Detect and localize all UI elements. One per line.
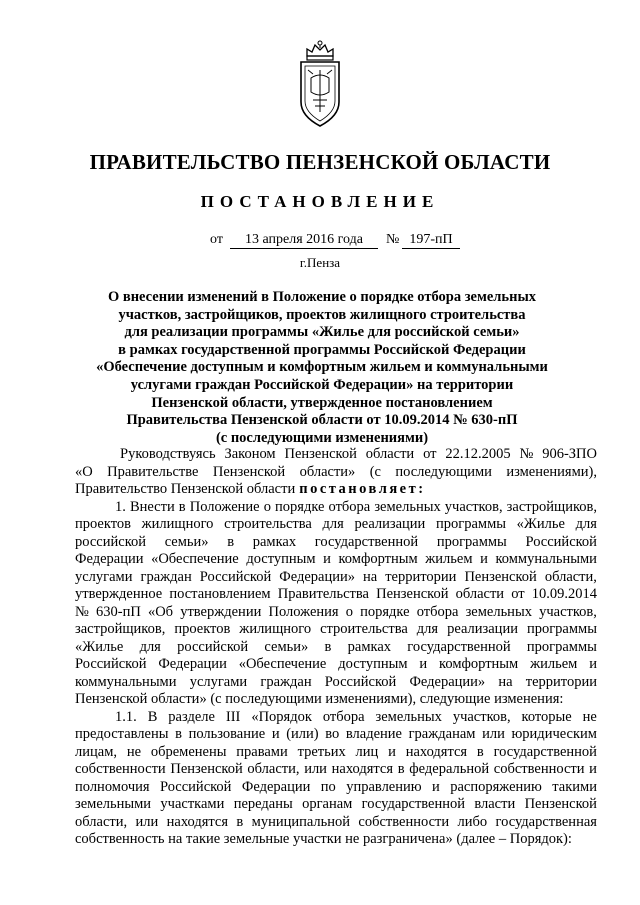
body-line: Федерации «Обеспечение доступным и комфортным жильем и коммунальными <box>75 551 597 567</box>
body-line: 1.1. В разделе III «Порядок отбора земельных участков, которые не <box>115 708 597 725</box>
body-line: 1. Внести в Положение о порядке отбора земельных участков, застройщиков, <box>115 498 597 515</box>
number-prefix: № <box>386 232 400 247</box>
body-line: «О Правительстве Пензенской области» (с последующими изменениями), <box>75 463 597 480</box>
issuing-authority: ПРАВИТЕЛЬСТВО ПЕНЗЕНСКОЙ ОБЛАСТИ <box>89 150 551 174</box>
document-subject <box>95 289 549 447</box>
date-prefix: от <box>210 232 223 247</box>
body-line: № 630-пП «Об утверждении Положения о порядке отбора земельных участков, <box>75 603 597 620</box>
coat-of-arms-emblem <box>293 40 347 128</box>
body-line: застройщиков, проектов жилищного строительства для реализации программы <box>75 621 597 637</box>
subject-line: (с последующими изменениями) <box>215 429 429 446</box>
body-line: утвержденное постановлением Правительства Пензенской области от 10.09.2014 <box>75 586 597 602</box>
city: г.Пенза <box>299 255 341 270</box>
body-line: полномочия Российской Федерации по управлению и распоряжению такими <box>75 778 597 795</box>
body-line: услугами граждан Российской Федерации» на территории Пензенской области, <box>75 568 597 585</box>
subject-line: Правительства Пензенской области от 10.09.2014 № 630-пП <box>126 412 518 429</box>
body-line: предоставлены в пользование и (или) во владение гражданам или юридическим <box>75 726 597 742</box>
decree-word: постановляет: <box>299 481 426 497</box>
body-line: Российской Федерации «Обеспечение доступным и комфортным жильем и <box>75 656 597 672</box>
body-line: Руководствуясь Законом Пензенской области от 22.12.2005 № 906-ЗПО <box>120 446 597 462</box>
body-line: коммунальными услугами граждан Российской Федерации» на территории <box>75 673 597 690</box>
subject-line: участков, застройщиков, проектов жилищного строительства <box>118 306 526 323</box>
body-line: Пензенской области» (с последующими изменениями), следующие изменения: <box>75 691 564 707</box>
document-number: 197-пП <box>402 232 460 249</box>
body-line <box>75 481 597 499</box>
body-line: собственность на такие земельные участки не разграничена» (далее – Порядок): <box>75 831 572 847</box>
body-line: «Жилье для российской семьи» в рамках государственной программы <box>75 638 597 655</box>
document-body <box>75 446 597 849</box>
subject-line: для реализации программы «Жилье для российской семьи» <box>124 324 520 341</box>
document-type: ПОСТАНОВЛЕНИЕ <box>200 192 440 211</box>
body-line: проектов жилищного строительства для реализации программы «Жилье для <box>75 516 597 532</box>
body-line: земельными участками переданы органам государственной власти Пензенской <box>75 796 597 812</box>
body-line: лицам, не обременены правами третьих лиц и находятся в государственной <box>75 743 597 760</box>
subject-line: в рамках государственной программы Российской Федерации <box>118 341 526 358</box>
subject-line: Пензенской области, утвержденное постановлением <box>151 394 493 411</box>
subject-line: О внесении изменений в Положение о порядке отбора земельных <box>107 289 537 305</box>
preamble-subject: Правительство Пензенской области <box>75 481 296 497</box>
subject-line: услугами граждан Российской Федерации» на территории <box>130 376 514 393</box>
body-line: собственности Пензенской области, или находятся в федеральной собственности и <box>75 761 597 777</box>
body-line: российской семьи» в рамках государственной программы Российской <box>75 533 597 550</box>
document-date: 13 апреля 2016 года <box>230 232 378 249</box>
body-line: области, или находятся в муниципальной собственности либо государственная <box>75 813 597 830</box>
subject-line: «Обеспечение доступным и комфортным жильем и коммунальными <box>96 359 548 376</box>
